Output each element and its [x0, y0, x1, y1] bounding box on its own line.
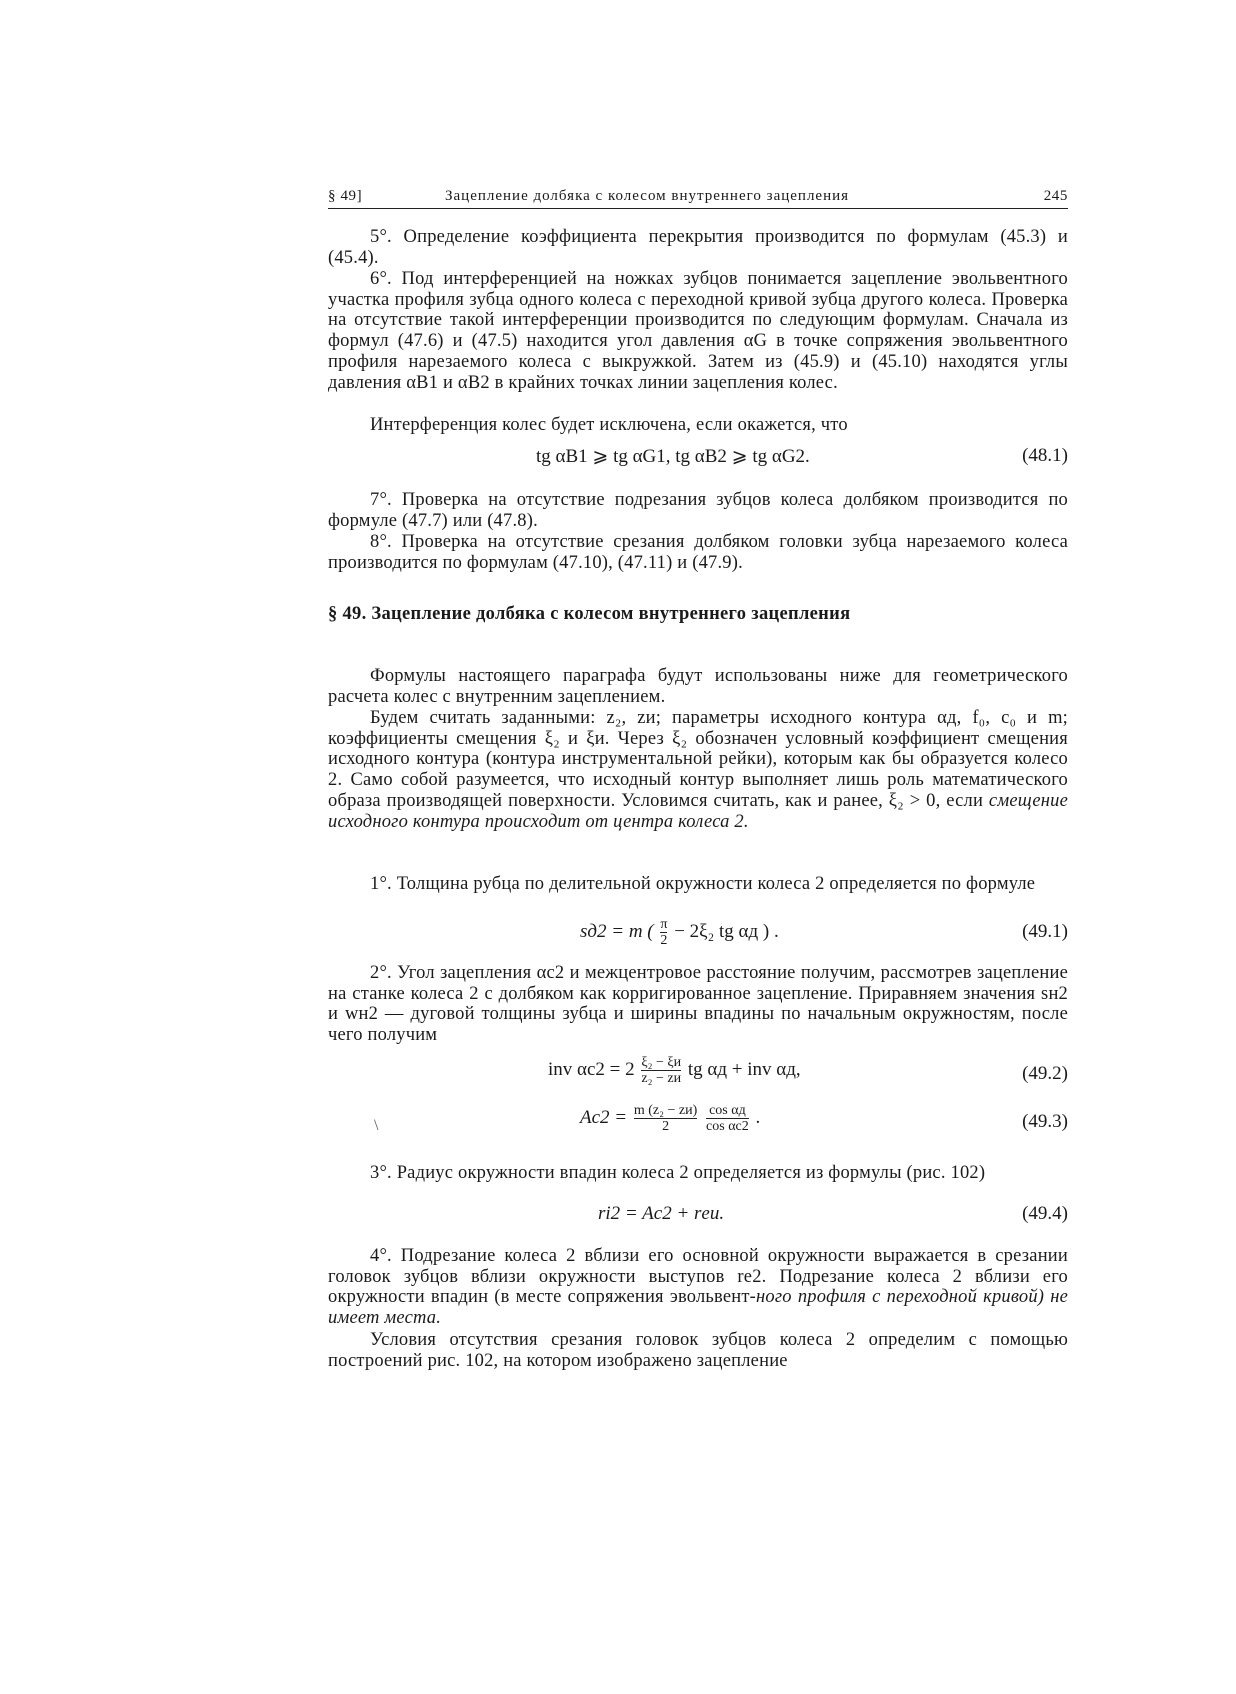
- paragraph-item-2: 2°. Угол зацепления αc2 и межцентровое расстояние получим, рассмотрев зацепление на станке колеса 2 с долбяком как корригированное зацепление. Приравняем значения sн2 и wн2 — дуговой толщины зубца и ширины впадины по начальным окружностям, после чего получим: [328, 963, 1068, 1046]
- fraction-numerator: π: [660, 917, 668, 932]
- equation-rhs: .: [755, 1106, 761, 1128]
- equation-body: [580, 917, 779, 948]
- paragraph-item-5: 5°. Определение коэффициента перекрытия производится по формулам (45.3) и (45.4).: [328, 227, 1068, 268]
- equation-number: (49.1): [1022, 921, 1068, 942]
- equation-49-2: [328, 1055, 1068, 1091]
- paragraph-item-8: 8°. Проверка на отсутствие срезания долбяком головки зубца нарезаемого колеса производится по формулам (47.10), (47.11) и (47.9).: [328, 532, 1068, 573]
- equation-49-3: [328, 1103, 1068, 1143]
- equation-fraction-1: [634, 1103, 697, 1134]
- equation-body: ri2 = Ac2 + rеи.: [598, 1203, 725, 1224]
- equation-49-4: [328, 1203, 1068, 1227]
- equation-fraction: [641, 1055, 681, 1086]
- section-heading: § 49. Зацепление долбяка с колесом внутреннего зацепления: [328, 604, 851, 624]
- fraction-numerator: m (z₂ − zи): [633, 1103, 698, 1118]
- equation-body: [548, 1055, 801, 1086]
- paragraph-interference: Интерференция колес будет исключена, если окажется, что: [370, 415, 848, 435]
- paragraph-text: Будем считать заданными: z₂, zи; параметры исходного контура αд, f₀, c₀ и m; коэффициенты смещения ξ₂ и ξи. Через ξ₂ обозначен условный коэффициент смещения исходного контура (контура инструментальной рейки), которым как бы образуется колесо 2. Само собой разумеется, что исходный контур выполняет лишь роль математического образа производящей поверхности. Условимся считать, как и ранее, ξ₂ > 0, если: [328, 708, 1068, 811]
- fraction-denominator: z₂ − zи: [641, 1071, 682, 1086]
- paragraph-conditions: Условия отсутствия срезания головок зубцов колеса 2 определим с помощью построений рис. 102, на котором изображено зацепление: [328, 1330, 1068, 1371]
- fraction-numerator: ξ₂ − ξи: [641, 1055, 682, 1070]
- header-section-ref: § 49]: [328, 188, 363, 204]
- equation-rhs: tg αд + inv αд,: [687, 1058, 801, 1080]
- paragraph-item-7: 7°. Проверка на отсутствие подрезания зубцов колеса долбяком производится по формуле (47.7) или (47.8).: [328, 490, 1068, 531]
- paragraph-text: 4°. Подрезание колеса 2 вблизи его основной окружности выражается в срезании головок зубцов вблизи окружности выступов re2. Подрезание колеса 2 вблизи его окружности впадин (в месте сопряжения эвольвент-: [328, 1246, 1068, 1308]
- equation-lhs: Ac2 =: [580, 1106, 628, 1128]
- equation-number: (49.3): [1022, 1111, 1068, 1132]
- equation-body: tg αB1 ⩾ tg αG1, tg αB2 ⩾ tg αG2.: [536, 446, 810, 467]
- fraction-numerator: cos αд: [709, 1103, 746, 1118]
- equation-49-1: [328, 913, 1068, 949]
- equation-fraction: [660, 917, 667, 948]
- running-header: [328, 186, 1068, 209]
- equation-lhs: sд2 = m (: [580, 920, 654, 942]
- paragraph-item-1: 1°. Толщина рубца по делительной окружности колеса 2 определяется по формуле: [370, 874, 1036, 894]
- equation-rhs: − 2ξ₂ tg αд ) .: [674, 920, 779, 942]
- equation-lhs: inv αc2 = 2: [548, 1058, 635, 1080]
- paragraph-item-6: 6°. Под интерференцией на ножках зубцов понимается зацепление эвольвентного участка профиля зубца одного колеса с переходной кривой зубца другого колеса. Проверка на отсутствие такой интерференции производится по следующим формулам. Сначала из формул (47.6) и (47.5) находится угол давления αG в точке сопряжения эвольвентного профиля нарезаемого колеса с выкружкой. Затем из (45.9) и (45.10) находятся углы давления αB1 и αB2 в крайних точках линии зацепления колес.: [328, 269, 1068, 393]
- equation-body: [580, 1103, 760, 1134]
- equation-number: (49.4): [1022, 1203, 1068, 1224]
- fraction-denominator: 2: [634, 1118, 697, 1134]
- equation-number: (48.1): [1022, 445, 1068, 466]
- paragraph-italic: ного профиля с переходной кривой) не имеет места.: [328, 1287, 1068, 1329]
- page-number: 245: [1043, 188, 1068, 204]
- paragraph-item-3: 3°. Радиус окружности впадин колеса 2 определяется из формулы (рис. 102): [370, 1163, 986, 1183]
- paragraph-italic: смещение исходного контура происходит от центра колеса 2.: [328, 790, 1069, 832]
- header-running-title: Зацепление долбяка с колесом внутреннего зацепления: [445, 188, 850, 204]
- equation-fraction-2: [706, 1103, 749, 1134]
- paragraph-item-4: [328, 1246, 1068, 1329]
- equation-number: (49.2): [1022, 1063, 1068, 1084]
- stray-mark: \: [374, 1117, 379, 1134]
- paragraph-intro: Формулы настоящего параграфа будут использованы ниже для геометрического расчета колес с внутренним зацеплением.: [328, 666, 1068, 707]
- equation-48-1: [328, 445, 1068, 469]
- fraction-denominator: cos αc2: [706, 1119, 749, 1134]
- fraction-denominator: 2: [660, 933, 668, 948]
- paragraph-given-params: [328, 708, 1068, 832]
